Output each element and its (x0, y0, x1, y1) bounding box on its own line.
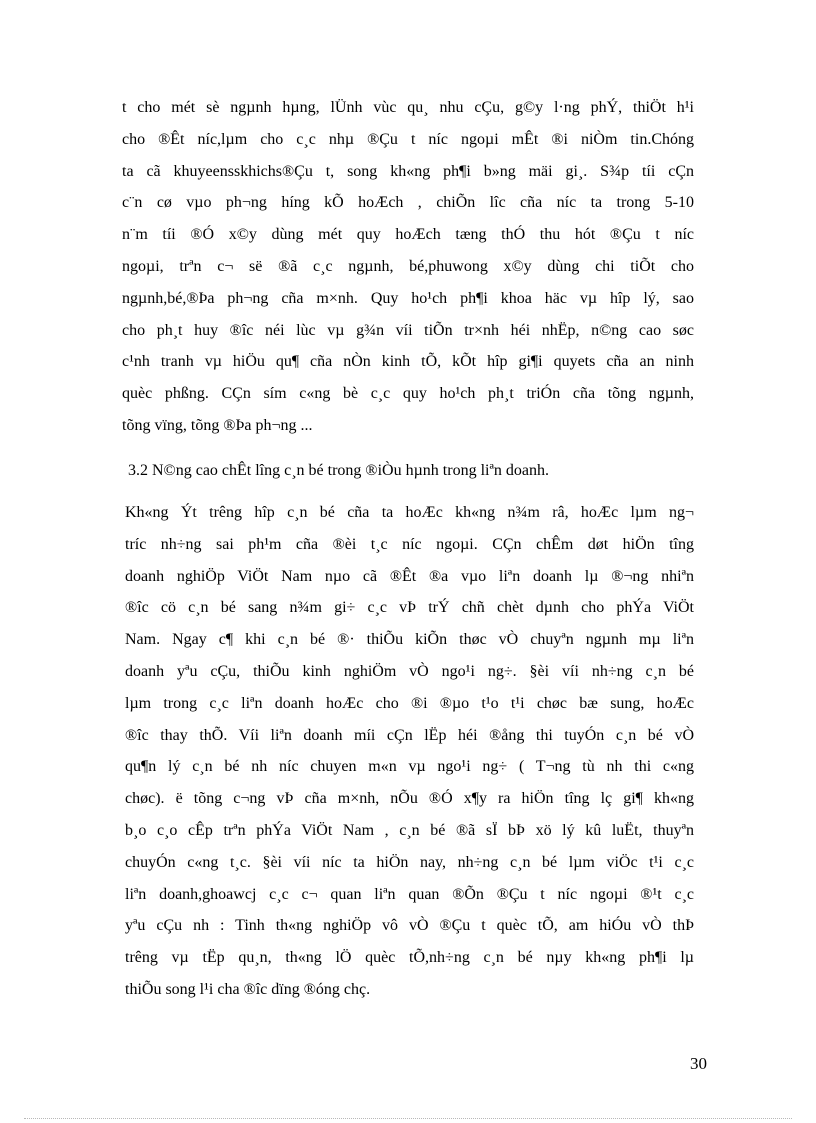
text-line: chøc). ë tõng c¬ng vÞ cña m×nh, nÕu ®Ó x¶y ra hiÖn tîng lç gi¶ kh«ng (125, 790, 694, 808)
text-line: tõng vïng, tõng ®Þa ph¬ng ... (122, 416, 313, 434)
text-line: ngµnh,bé,®Þa ph¬ng cña m×nh. Quy ho¹ch ph¶i khoa häc vµ hîp lý, sao (122, 289, 694, 307)
text-line: c¹nh tranh vµ hiÖu qu¶ cña nÒn kinh tÕ, kÕt hîp gi¶i quyets cña an ninh (122, 353, 694, 371)
text-line: t cho mét sè ngµnh hµng, lÜnh vùc qu¸ nhu cÇu, g©y l·ng phÝ, thiÖt h¹i (122, 99, 694, 116)
page-number: 30 (690, 1054, 707, 1073)
paragraph-one (122, 92, 694, 442)
text-line: qu¶n lý c¸n bé nh níc chuyen m«n vµ ngo¹i ng÷ ( T¬ng tù nh thi c«ng (125, 758, 694, 776)
text-line: yªu cÇu nh : Tinh th«ng nghiÖp vô vÒ ®Çu t quèc tÕ, am hiÓu vÒ thÞ (125, 917, 694, 935)
text-line: cho ®Êt níc,lµm cho c¸c nhµ ®Çu t níc ngoµi mÊt ®i niÒm tin.Chóng (122, 130, 694, 148)
page-bottom-divider (24, 1118, 792, 1119)
text-line: ®îc cö c¸n bé sang n¾m gi÷ c¸c vÞ trÝ chñ chèt dµnh cho phÝa ViÖt (125, 599, 694, 617)
text-line: n¨m tíi ®Ó x©y dùng mét quy hoÆch tæng thÓ thu hót ®Çu t níc (122, 226, 694, 244)
paragraph-two (125, 497, 694, 1006)
text-line: lµm trong c¸c liªn doanh hoÆc cho ®i ®µo t¹o t¹i chøc bæ sung, hoÆc (125, 694, 694, 712)
text-line: chuyÓn c«ng t¸c. §èi víi níc ta hiÖn nay, nh÷ng c¸n bé lµm viÖc t¹i c¸c (125, 853, 694, 871)
text-line: c¨n cø vµo ph¬ng híng kÕ hoÆch , chiÕn lîc cña níc ta trong 5-10 (122, 194, 694, 212)
section-heading: 3.2 N©ng cao chÊt lîng c¸n bé trong ®iÒu hµnh trong liªn doanh. (128, 462, 549, 479)
text-line: Nam. Ngay c¶ khi c¸n bé ®· thiÕu kiÕn thøc vÒ chuyªn ngµnh mµ liªn (125, 631, 694, 649)
text-line: doanh yªu cÇu, thiÕu kinh nghiÖm vÒ ngo¹i ng÷. §èi víi nh÷ng c¸n bé (125, 662, 694, 680)
text-line: b¸o c¸o cÊp trªn phÝa ViÖt Nam , c¸n bé ®ã sÏ bÞ xö lý kû luËt, thuyªn (125, 821, 694, 839)
text-line: cho ph¸t huy ®îc néi lùc vµ g¾n víi tiÕn tr×nh héi nhËp, n©ng cao søc (122, 321, 694, 339)
text-line: thiÕu song l¹i cha ®îc dïng ®óng chç. (125, 980, 371, 998)
text-line: ngoµi, trªn c¬ së ®ã c¸c ngµnh, bé,phuwong x©y dùng chi tiÕt cho (122, 257, 694, 275)
text-line: Kh«ng Ýt trêng hîp c¸n bé cña ta hoÆc kh«ng n¾m râ, hoÆc lµm ng¬ (125, 504, 694, 521)
text-line: doanh nghiÖp ViÖt Nam nµo cã ®Êt ®a vµo liªn doanh lµ ®¬ng nhiªn (125, 567, 694, 585)
text-line: liªn doanh,ghoawcj c¸c c¬ quan liªn quan ®Õn ®Çu t níc ngoµi ®¹t c¸c (125, 885, 694, 903)
text-line: ta cã khuyeensskhichs®Çu t, song kh«ng ph¶i b»ng mäi gi¸. S¾p tíi cÇn (122, 162, 694, 180)
text-line: tríc nh÷ng sai ph¹m cña ®èi t¸c níc ngoµi. CÇn chÊm døt hiÖn tîng (125, 535, 694, 553)
text-line: trêng vµ tËp qu¸n, th«ng lÖ quèc tÕ,nh÷ng c¸n bé nµy kh«ng ph¶i lµ (125, 949, 694, 967)
text-line: quèc phßng. CÇn sím c«ng bè c¸c quy ho¹ch ph¸t triÓn cña tõng ngµnh, (122, 385, 694, 403)
text-line: ®îc thay thÕ. Víi liªn doanh míi cÇn lËp héi ®ång thi tuyÓn c¸n bé vÒ (125, 726, 694, 744)
